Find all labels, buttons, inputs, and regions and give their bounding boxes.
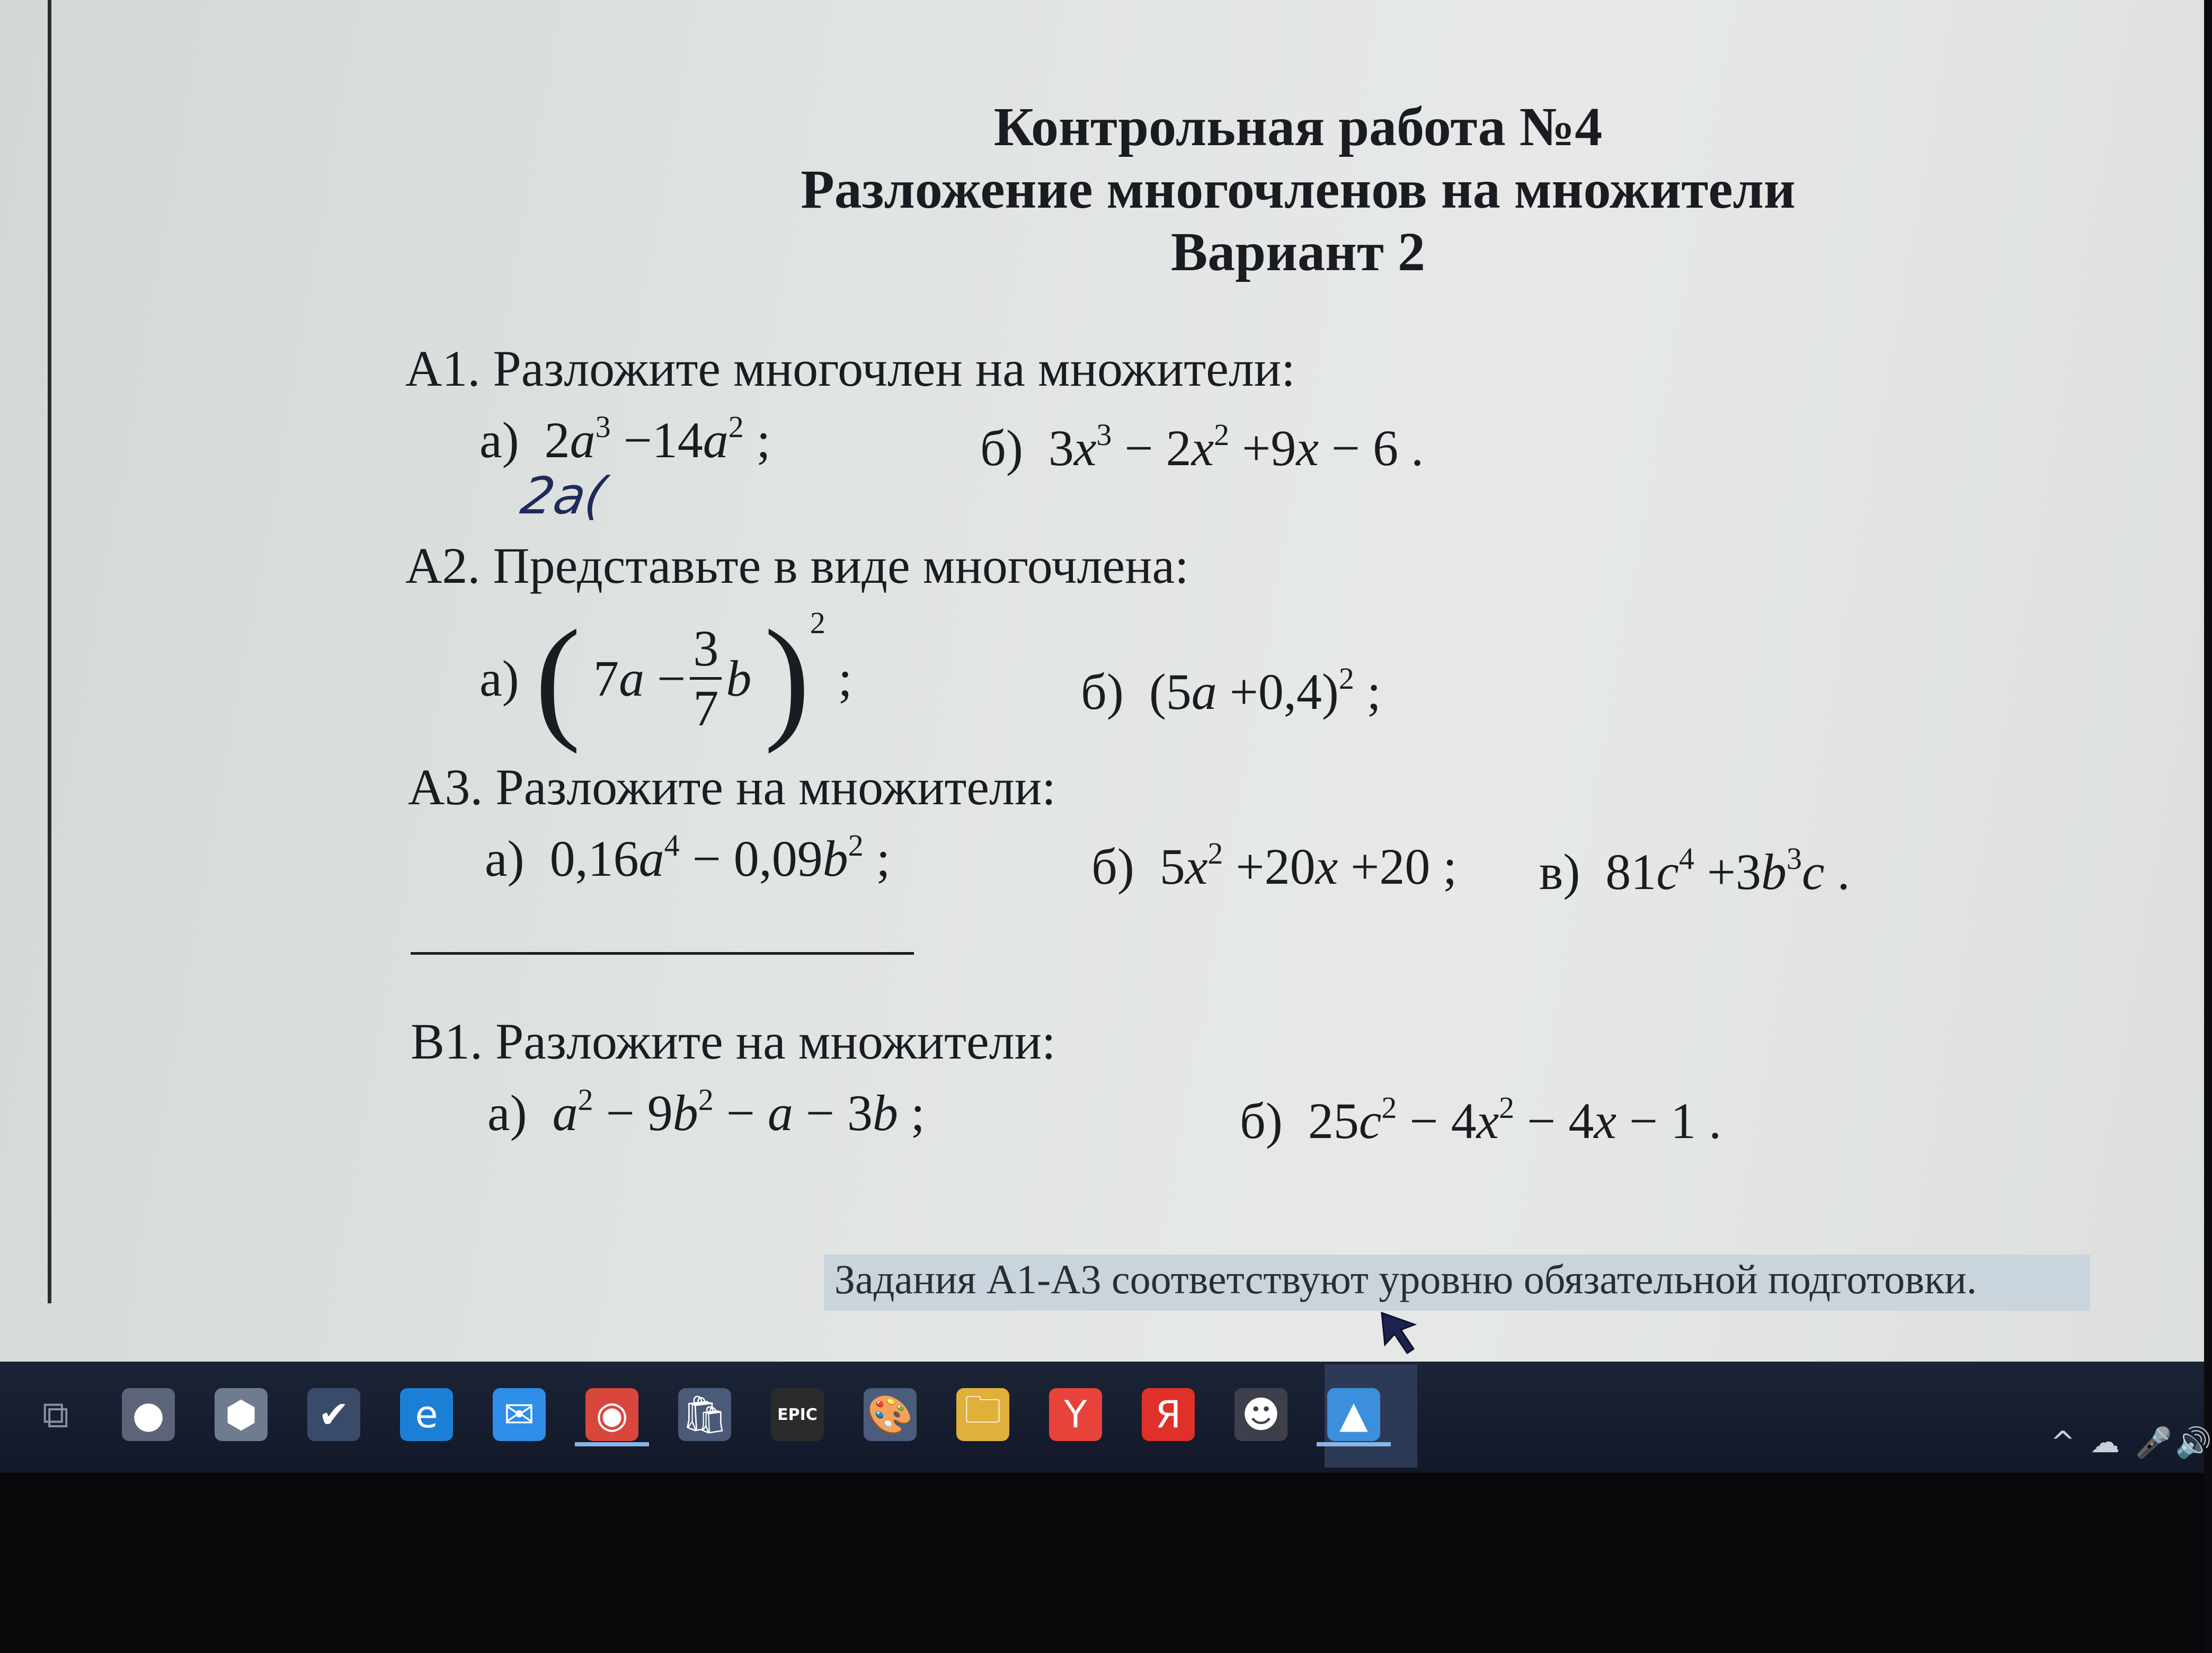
mail-icon[interactable]: ✉: [493, 1388, 546, 1441]
edge-icon[interactable]: e: [400, 1388, 453, 1441]
test-title: Контрольная работа №4: [993, 96, 1603, 157]
store-icon[interactable]: 🛍: [678, 1388, 731, 1441]
file-explorer-icon[interactable]: 🗀: [956, 1388, 1009, 1441]
expression: $5x^2 +20x +20$ ;: [1147, 836, 1457, 895]
section-divider: [411, 952, 914, 955]
footnote: Задания А1-А3 соответствуют уровню обязательной подготовки.: [834, 1256, 1977, 1302]
item-prefix: в): [1539, 843, 1580, 900]
epic-games-icon[interactable]: EPIC: [771, 1388, 824, 1441]
steam-icon[interactable]: ✔: [307, 1388, 360, 1441]
running-app-indicator: [575, 1442, 649, 1446]
cortana-icon[interactable]: ●: [122, 1388, 175, 1441]
item-prefix: а): [485, 830, 525, 887]
task-a3-item-c: [1539, 842, 1850, 901]
tray-volume-icon[interactable]: 🔊: [2175, 1426, 2212, 1460]
yandex-browser-icon[interactable]: Y: [1049, 1388, 1102, 1441]
expression: $3x^3 - 2x^2 +9x - 6$ .: [1035, 417, 1424, 476]
task-a2-item-b: [1081, 662, 1381, 721]
task-view-icon[interactable]: ⧉: [42, 1392, 69, 1436]
tray-microphone-icon[interactable]: 🎤: [2135, 1426, 2172, 1460]
item-prefix: а): [479, 412, 519, 468]
task-a2-item-a: [479, 602, 852, 754]
expression: $81c^4 +3b^3c$ .: [1593, 841, 1850, 900]
tray-chevron-icon[interactable]: ^: [2050, 1425, 2075, 1460]
task-a3-item-a: [485, 829, 890, 888]
expression: $(5a +0,4)^2$ ;: [1136, 661, 1381, 720]
yandex-icon[interactable]: Я: [1142, 1388, 1195, 1441]
item-prefix: б): [1091, 838, 1134, 895]
task-a3-item-b: [1091, 837, 1457, 896]
task-a1-item-a: [479, 411, 770, 469]
handwritten-note: 2a(: [517, 466, 611, 526]
task-a2-heading: А2. Представьте в виде многочлена:: [405, 537, 1189, 594]
task-b1-item-b: [1240, 1091, 1721, 1150]
window-edge-line: [48, 0, 51, 1303]
test-subtitle: Разложение многочленов на множители: [801, 159, 1796, 220]
monitor-bezel: [0, 1473, 2204, 1653]
paint-icon[interactable]: 🎨: [864, 1388, 917, 1441]
item-prefix: б): [980, 420, 1023, 476]
running-app-indicator: [1317, 1442, 1391, 1446]
test-variant: Вариант 2: [1170, 221, 1426, 282]
expression: $0,16a^4 - 0,09b^2$ ;: [537, 828, 891, 887]
expression: $2a^3 -14a^2$ ;: [531, 410, 771, 468]
game-icon[interactable]: ☻: [1234, 1388, 1287, 1441]
3d-viewer-icon[interactable]: ⬢: [215, 1388, 268, 1441]
mouse-cursor-icon: [1378, 1309, 1425, 1356]
task-a1-heading: А1. Разложите многочлен на множители:: [405, 340, 1295, 397]
expression: $25c^2 - 4x^2 - 4x - 1$ .: [1295, 1090, 1722, 1149]
task-a1-item-b: [980, 419, 1424, 477]
photos-icon[interactable]: ▲: [1327, 1388, 1380, 1441]
task-b1-item-a: [487, 1083, 925, 1142]
task-b1-heading: В1. Разложите на множители:: [411, 1013, 1056, 1070]
expression: $a^2 - 9b^2 - a - 3b$ ;: [552, 1082, 925, 1141]
chrome-icon[interactable]: ◉: [585, 1388, 638, 1441]
item-prefix: а): [479, 650, 519, 707]
task-a3-heading: А3. Разложите на множители:: [408, 759, 1056, 815]
item-prefix: б): [1081, 663, 1124, 720]
expression: ( 7a − $\frac{3}{7}$ b ) 2 ;: [535, 602, 852, 754]
item-prefix: б): [1240, 1092, 1283, 1149]
item-prefix: а): [487, 1085, 527, 1141]
tray-onedrive-icon[interactable]: ☁: [2090, 1425, 2120, 1460]
